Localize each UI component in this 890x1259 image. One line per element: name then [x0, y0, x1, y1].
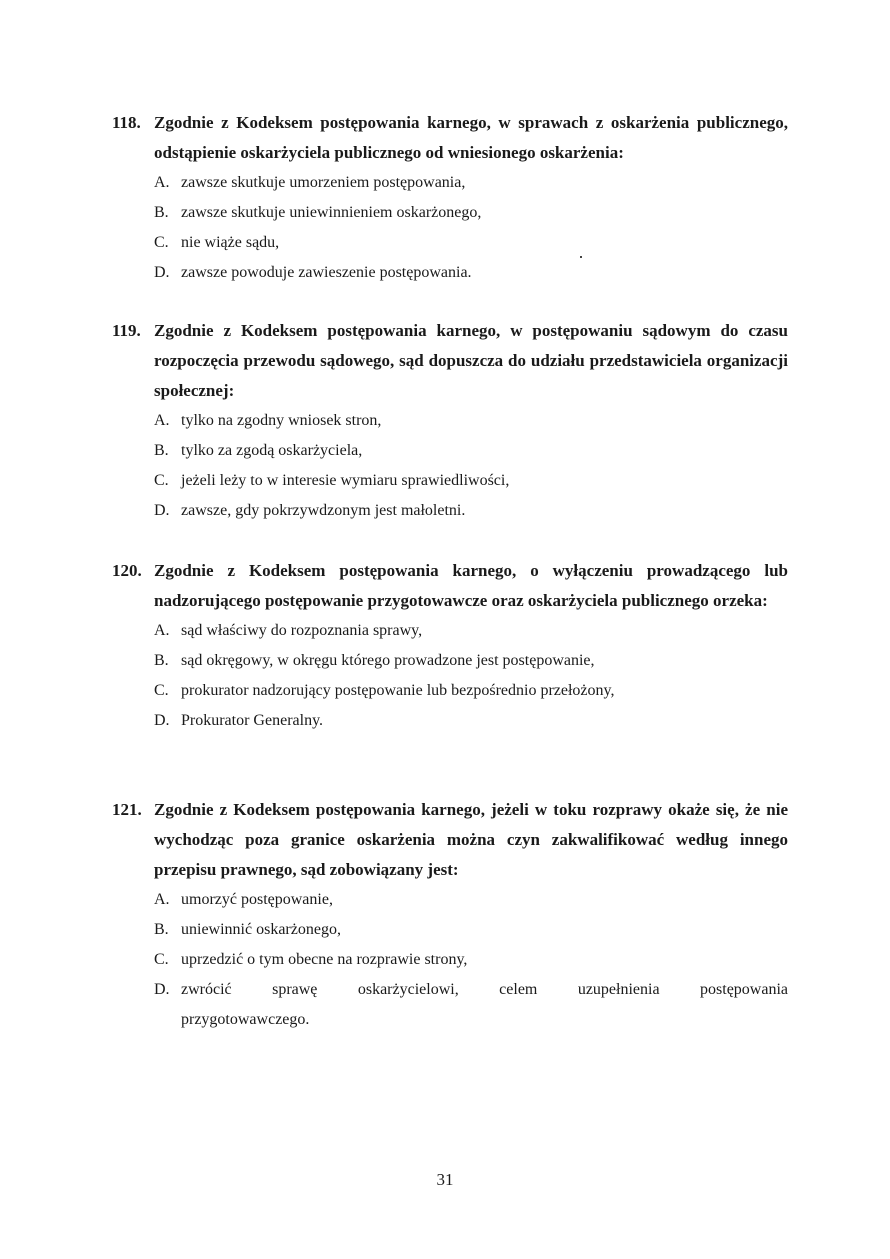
answer-options — [154, 885, 788, 1035]
option-letter: D. — [154, 981, 170, 998]
option-letter: B. — [154, 921, 169, 938]
option-text: uniewinnić oskarżonego, — [181, 921, 341, 938]
option-text: jeżeli leży to w interesie wymiaru sprawiedliwości, — [181, 472, 510, 489]
option-letter: A. — [154, 174, 170, 191]
answer-option-b — [154, 198, 788, 228]
answer-option-c — [154, 945, 788, 975]
question-header — [112, 316, 788, 406]
option-text: zawsze skutkuje umorzeniem postępowania, — [181, 174, 466, 191]
answer-options — [154, 168, 788, 288]
option-letter: B. — [154, 204, 169, 221]
answer-option-c — [154, 228, 788, 258]
option-text-continuation: przygotowawczego. — [181, 1011, 310, 1028]
answer-options — [154, 616, 788, 736]
question-text: Zgodnie z Kodeksem postępowania karnego, w sprawach z oskarżenia publicznego, odstąpienie oskarżyciela publicznego od wniesionego oskarżenia: — [154, 113, 788, 162]
option-text: Prokurator Generalny. — [181, 712, 324, 729]
answer-options — [154, 406, 788, 526]
question-118 — [112, 108, 788, 288]
option-letter: B. — [154, 652, 169, 669]
option-letter: D. — [154, 264, 170, 281]
question-number: 121. — [112, 800, 142, 819]
option-letter: D. — [154, 502, 170, 519]
option-text: sąd właściwy do rozpoznania sprawy, — [181, 622, 423, 639]
page-number: 31 — [436, 1170, 454, 1189]
answer-option-c — [154, 466, 788, 496]
answer-option-c — [154, 676, 788, 706]
option-letter: C. — [154, 951, 169, 968]
question-text: Zgodnie z Kodeksem postępowania karnego, w postępowaniu sądowym do czasu rozpoczęcia przewodu sądowego, sąd dopuszcza do udziału przedstawiciela organizacji społecznej: — [154, 321, 788, 400]
option-letter: A. — [154, 891, 170, 908]
option-text: tylko na zgodny wniosek stron, — [181, 412, 382, 429]
question-header — [112, 556, 788, 616]
answer-option-a — [154, 885, 788, 915]
answer-option-d — [154, 496, 788, 526]
scan-speck — [580, 256, 582, 258]
option-text: zawsze skutkuje uniewinnieniem oskarżonego, — [181, 204, 482, 221]
question-number: 118. — [112, 113, 141, 132]
question-number: 119. — [112, 321, 141, 340]
option-text: prokurator nadzorujący postępowanie lub bezpośrednio przełożony, — [181, 682, 615, 699]
answer-option-b — [154, 436, 788, 466]
question-120 — [112, 556, 788, 736]
answer-option-b — [154, 915, 788, 945]
answer-option-a — [154, 616, 788, 646]
question-121 — [112, 795, 788, 1035]
option-text: nie wiąże sądu, — [181, 234, 280, 251]
option-text: sąd okręgowy, w okręgu którego prowadzone jest postępowanie, — [181, 652, 595, 669]
question-text: Zgodnie z Kodeksem postępowania karnego, o wyłączeniu prowadzącego lub nadzorującego postępowanie przygotowawcze oraz oskarżyciela publicznego orzeka: — [154, 561, 788, 610]
option-letter: C. — [154, 234, 169, 251]
option-text: zwrócić sprawę oskarżycielowi, celem uzupełnienia postępowania — [181, 981, 788, 998]
answer-option-d — [154, 975, 788, 1005]
option-text: uprzedzić o tym obecne na rozprawie strony, — [181, 951, 468, 968]
option-letter: D. — [154, 712, 170, 729]
question-header — [112, 795, 788, 885]
answer-option-a — [154, 168, 788, 198]
answer-option-b — [154, 646, 788, 676]
answer-option-d — [154, 258, 788, 288]
answer-option-d — [154, 706, 788, 736]
option-text: umorzyć postępowanie, — [181, 891, 333, 908]
question-text: Zgodnie z Kodeksem postępowania karnego, jeżeli w toku rozprawy okaże się, że nie wychodząc poza granice oskarżenia można czyn zakwalifikować według innego przepisu prawnego, sąd zobowiązany jest: — [154, 800, 788, 879]
answer-option-a — [154, 406, 788, 436]
option-letter: A. — [154, 412, 170, 429]
option-letter: A. — [154, 622, 170, 639]
option-text: zawsze, gdy pokrzywdzonym jest małoletni. — [181, 502, 466, 519]
question-number: 120. — [112, 561, 142, 580]
option-text: tylko za zgodą oskarżyciela, — [181, 442, 363, 459]
option-letter: C. — [154, 682, 169, 699]
option-letter: B. — [154, 442, 169, 459]
question-119 — [112, 316, 788, 526]
question-header — [112, 108, 788, 168]
option-letter: C. — [154, 472, 169, 489]
option-text: zawsze powoduje zawieszenie postępowania. — [181, 264, 472, 281]
